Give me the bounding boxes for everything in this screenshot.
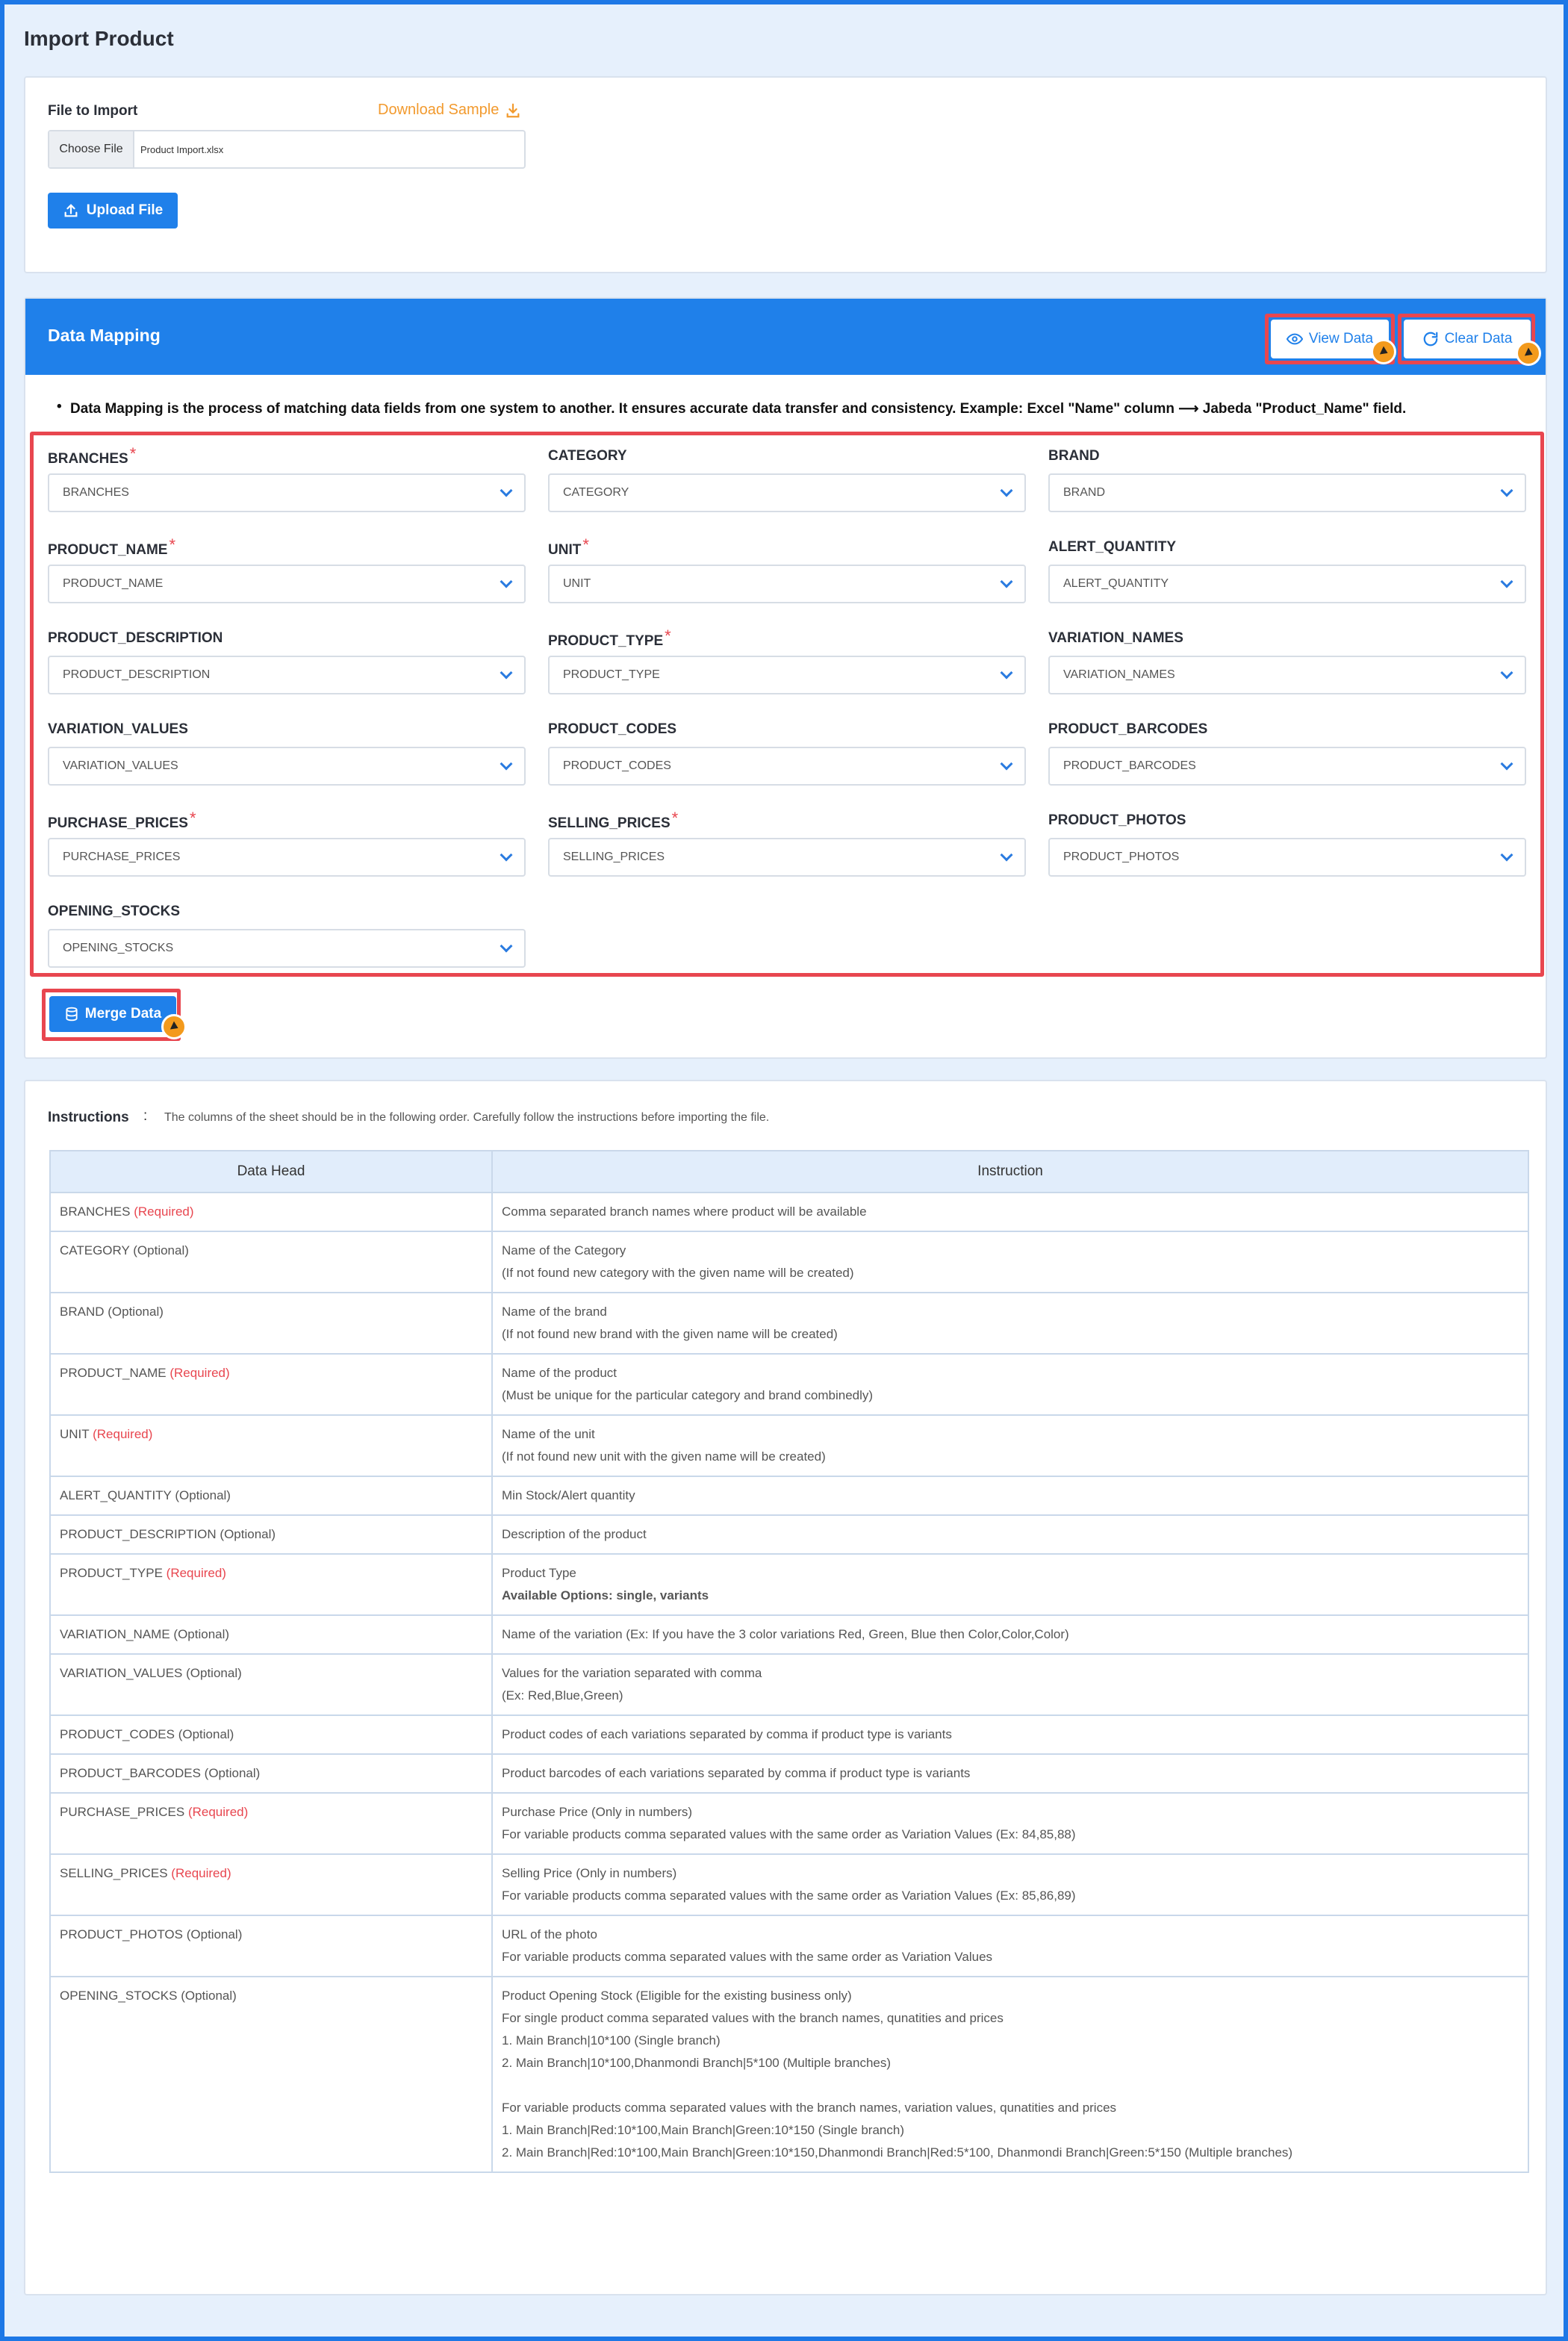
chevron-down-icon	[1001, 667, 1013, 680]
select-selling-prices[interactable]	[548, 838, 1026, 877]
choose-file-button[interactable]: Choose File	[49, 131, 134, 167]
instruction-line: (If not found new category with the given name will be created)	[502, 1266, 854, 1280]
instruction-line: (If not found new brand with the given name will be created)	[502, 1327, 838, 1341]
chevron-down-icon	[1001, 849, 1013, 862]
select-brand[interactable]	[1048, 473, 1526, 512]
instruction-line: Name of the variation (Ex: If you have the 3 color variations Red, Green, Blue then Color,Color,Color)	[502, 1627, 1069, 1641]
required-asterisk: *	[582, 535, 589, 554]
data-head-cell	[50, 1793, 492, 1854]
clear-data-button[interactable]	[1404, 320, 1531, 358]
instruction-line: Selling Price (Only in numbers)	[502, 1866, 677, 1880]
instruction-line: For variable products comma separated values with the same order as Variation Values (Ex: 85,86,89)	[502, 1888, 1076, 1903]
instruction-line: 1. Main Branch|Red:10*100,Main Branch|Green:10*150 (Single branch)	[502, 2123, 904, 2137]
instruction-cell	[492, 1654, 1528, 1715]
data-head-name: PRODUCT_BARCODES	[60, 1766, 201, 1780]
field-label-brand	[1048, 448, 1100, 464]
data-head-name: PURCHASE_PRICES	[60, 1805, 185, 1819]
instruction-cell	[492, 1415, 1528, 1476]
select-value: PRODUCT_TYPE	[563, 668, 660, 681]
instruction-cell	[492, 1715, 1528, 1754]
chevron-down-icon	[1501, 485, 1513, 497]
instruction-line: Values for the variation separated with comma	[502, 1666, 762, 1680]
field-label-product-barcodes	[1048, 721, 1207, 738]
instruction-line: Name of the product	[502, 1366, 617, 1380]
table-row	[50, 1654, 1528, 1715]
select-product-barcodes[interactable]	[1048, 747, 1526, 786]
instruction-line: For variable products comma separated values with the same order as Variation Values (Ex: 84,85,88)	[502, 1827, 1076, 1841]
instructions-table-header	[50, 1151, 1528, 1193]
instruction-cell	[492, 1554, 1528, 1615]
data-head-cell	[50, 1293, 492, 1354]
table-row	[50, 1515, 1528, 1554]
instruction-line: Product codes of each variations separated by comma if product type is variants	[502, 1727, 952, 1741]
field-label-product-codes	[548, 721, 676, 738]
data-head-cell	[50, 1515, 492, 1554]
field-label-branches	[48, 444, 137, 467]
field-label-text: VARIATION_NAMES	[1048, 630, 1183, 646]
field-label-text: VARIATION_VALUES	[48, 721, 188, 737]
field-label-text: BRANCHES	[48, 451, 128, 467]
field-label-text: PRODUCT_PHOTOS	[1048, 812, 1186, 828]
table-row	[50, 1293, 1528, 1354]
field-label-opening-stocks	[48, 904, 180, 920]
data-head-cell	[50, 1615, 492, 1654]
required-tag: (Required)	[134, 1204, 194, 1219]
instruction-cell	[492, 1476, 1528, 1515]
optional-tag: (Optional)	[173, 1627, 230, 1641]
data-head-name: PRODUCT_NAME	[60, 1366, 167, 1380]
field-label-unit	[548, 535, 589, 559]
instruction-cell	[492, 1754, 1528, 1793]
instruction-cell	[492, 1615, 1528, 1654]
data-mapping-title: Data Mapping	[48, 326, 161, 345]
chevron-down-icon	[1001, 485, 1013, 497]
data-head-cell	[50, 1193, 492, 1231]
chevron-down-icon	[1501, 667, 1513, 680]
instructions-title: Instructions	[48, 1110, 129, 1125]
optional-tag: (Optional)	[204, 1766, 261, 1780]
required-asterisk: *	[671, 809, 679, 827]
select-value: VARIATION_VALUES	[63, 759, 178, 772]
field-label-text: ALERT_QUANTITY	[1048, 539, 1176, 555]
table-row	[50, 1977, 1528, 2172]
instruction-line: (Must be unique for the particular category and brand combinedly)	[502, 1388, 874, 1402]
select-unit[interactable]	[548, 565, 1026, 603]
instruction-line: Name of the unit	[502, 1427, 595, 1441]
table-row	[50, 1793, 1528, 1854]
table-row	[50, 1754, 1528, 1793]
table-row	[50, 1231, 1528, 1293]
select-category[interactable]	[548, 473, 1026, 512]
select-branches[interactable]	[48, 473, 526, 512]
column-header-instruction: Instruction	[492, 1151, 1528, 1193]
select-value: PRODUCT_BARCODES	[1063, 759, 1196, 772]
table-row	[50, 1854, 1528, 1915]
eye-icon	[1287, 331, 1303, 347]
data-head-cell	[50, 1754, 492, 1793]
select-alert-quantity[interactable]	[1048, 565, 1526, 603]
select-variation-names[interactable]	[1048, 656, 1526, 694]
instruction-cell	[492, 1977, 1528, 2172]
chevron-down-icon	[500, 576, 513, 588]
field-label-text: OPENING_STOCKS	[48, 904, 181, 919]
required-asterisk: *	[189, 809, 196, 827]
data-head-cell	[50, 1915, 492, 1977]
data-head-cell	[50, 1231, 492, 1293]
select-value: OPENING_STOCKS	[63, 942, 174, 954]
field-label-product-description	[48, 630, 223, 647]
view-data-label: View Data	[1308, 331, 1374, 346]
data-head-cell	[50, 1354, 492, 1415]
required-asterisk: *	[665, 627, 671, 645]
required-asterisk: *	[169, 535, 176, 554]
table-row	[50, 1554, 1528, 1615]
instruction-line: 2. Main Branch|10*100,Dhanmondi Branch|5*100 (Multiple branches)	[502, 2056, 892, 2070]
required-tag: (Required)	[93, 1427, 153, 1441]
table-row	[50, 1193, 1528, 1231]
instruction-line: Comma separated branch names where product will be available	[502, 1204, 867, 1219]
select-value: UNIT	[563, 577, 591, 590]
data-head-name: PRODUCT_TYPE	[60, 1566, 163, 1580]
instruction-line: Product barcodes of each variations separated by comma if product type is variants	[502, 1766, 971, 1780]
field-label-category	[548, 448, 627, 464]
instructions-card	[24, 1080, 1547, 2295]
instruction-line	[502, 2074, 1519, 2097]
select-variation-values[interactable]	[48, 747, 526, 786]
download-icon	[505, 102, 521, 119]
instruction-cell	[492, 1231, 1528, 1293]
data-head-cell	[50, 1654, 492, 1715]
chevron-down-icon	[1001, 758, 1013, 771]
field-label-selling-prices	[548, 809, 679, 832]
select-value: PRODUCT_NAME	[63, 577, 164, 590]
instructions-subtitle: The columns of the sheet should be in the following order. Carefully follow the instructions before importing the file.	[164, 1111, 770, 1124]
select-value: PURCHASE_PRICES	[63, 851, 181, 863]
instruction-line: Name of the brand	[502, 1305, 607, 1319]
table-row	[50, 1715, 1528, 1754]
cursor-marker-merge	[161, 1014, 187, 1039]
chevron-down-icon	[500, 667, 513, 680]
field-label-text: CATEGORY	[548, 448, 627, 464]
data-head-name: PRODUCT_DESCRIPTION	[60, 1527, 217, 1541]
field-label-variation-values	[48, 721, 188, 738]
instruction-cell	[492, 1515, 1528, 1554]
data-head-name: BRAND	[60, 1305, 105, 1319]
field-label-product-type	[548, 627, 671, 650]
select-purchase-prices[interactable]	[48, 838, 526, 877]
data-head-name: OPENING_STOCKS	[60, 1989, 178, 2003]
optional-tag: (Optional)	[181, 1989, 237, 2003]
upload-card	[24, 76, 1547, 273]
select-value: PRODUCT_DESCRIPTION	[63, 668, 211, 681]
data-head-cell	[50, 1415, 492, 1476]
download-sample-link[interactable]	[378, 102, 521, 119]
select-value: BRANCHES	[63, 486, 129, 499]
instruction-line: Description of the product	[502, 1527, 647, 1541]
data-head-cell	[50, 1977, 492, 2172]
field-label-text: PURCHASE_PRICES	[48, 815, 188, 831]
clear-data-label: Clear Data	[1444, 331, 1513, 346]
table-row	[50, 1476, 1528, 1515]
file-to-import-label: File to Import	[48, 103, 138, 119]
page-title: Import Product	[24, 27, 174, 50]
select-product-description[interactable]	[48, 656, 526, 694]
select-value: SELLING_PRICES	[563, 851, 665, 863]
field-label-text: BRAND	[1048, 448, 1100, 464]
instruction-line: Product Type	[502, 1566, 576, 1580]
chevron-down-icon	[500, 940, 513, 953]
field-label-product-name	[48, 535, 176, 559]
selected-file-name: Product Import.xlsx	[140, 143, 224, 155]
column-header-data-head: Data Head	[50, 1151, 492, 1193]
optional-tag: (Optional)	[220, 1527, 276, 1541]
select-value: BRAND	[1063, 486, 1106, 499]
chevron-down-icon	[1501, 576, 1513, 588]
field-label-text: PRODUCT_DESCRIPTION	[48, 630, 223, 646]
select-product-name[interactable]	[48, 565, 526, 603]
required-tag: (Required)	[169, 1366, 230, 1380]
chevron-down-icon	[1501, 849, 1513, 862]
optional-tag: (Optional)	[133, 1243, 189, 1257]
instructions-table	[49, 1150, 1529, 2173]
data-head-cell	[50, 1476, 492, 1515]
field-label-purchase-prices	[48, 809, 196, 832]
field-label-text: PRODUCT_NAME	[48, 542, 168, 558]
optional-tag: (Optional)	[175, 1488, 231, 1502]
required-tag: (Required)	[171, 1866, 231, 1880]
field-label-text: UNIT	[548, 542, 582, 558]
field-label-variation-names	[1048, 630, 1183, 647]
chevron-down-icon	[1501, 758, 1513, 771]
field-label-text: PRODUCT_TYPE	[548, 633, 664, 649]
instruction-cell	[492, 1193, 1528, 1231]
instruction-line: For single product comma separated values with the branch names, qunatities and prices	[502, 2011, 1004, 2025]
select-value: ALERT_QUANTITY	[1063, 577, 1169, 590]
data-head-cell	[50, 1554, 492, 1615]
instruction-line: Purchase Price (Only in numbers)	[502, 1805, 693, 1819]
upload-file-label: Upload File	[86, 202, 164, 218]
instructions-colon: :	[143, 1108, 148, 1124]
data-head-name: CATEGORY	[60, 1243, 130, 1257]
field-label-text: PRODUCT_BARCODES	[1048, 721, 1208, 737]
data-mapping-card	[24, 297, 1547, 1059]
instruction-line: (Ex: Red,Blue,Green)	[502, 1688, 623, 1703]
optional-tag: (Optional)	[186, 1666, 242, 1680]
file-input[interactable]	[48, 130, 526, 169]
data-head-name: VARIATION_NAME	[60, 1627, 170, 1641]
select-value: PRODUCT_PHOTOS	[1063, 851, 1180, 863]
chevron-down-icon	[500, 849, 513, 862]
instruction-line: Name of the Category	[502, 1243, 626, 1257]
instruction-line: 2. Main Branch|Red:10*100,Main Branch|Green:10*150,Dhanmondi Branch|Red:5*100, Dhanmondi Branch|Green:5*150 (Multiple branches)	[502, 2145, 1293, 2160]
optional-tag: (Optional)	[186, 1927, 243, 1941]
select-opening-stocks[interactable]	[48, 929, 526, 968]
data-head-name: SELLING_PRICES	[60, 1866, 168, 1880]
select-product-codes[interactable]	[548, 747, 1026, 786]
table-row	[50, 1615, 1528, 1654]
data-head-name: UNIT	[60, 1427, 90, 1441]
data-head-name: VARIATION_VALUES	[60, 1666, 183, 1680]
table-row	[50, 1415, 1528, 1476]
data-head-name: PRODUCT_PHOTOS	[60, 1927, 183, 1941]
instruction-cell	[492, 1915, 1528, 1977]
instruction-line: 1. Main Branch|10*100 (Single branch)	[502, 2033, 721, 2048]
optional-tag: (Optional)	[178, 1727, 234, 1741]
table-row	[50, 1915, 1528, 1977]
instruction-line: Product Opening Stock (Eligible for the existing business only)	[502, 1989, 852, 2003]
data-head-name: ALERT_QUANTITY	[60, 1488, 172, 1502]
database-icon	[64, 1007, 79, 1022]
data-mapping-header	[25, 299, 1546, 375]
select-product-photos[interactable]	[1048, 838, 1526, 877]
instruction-line: (If not found new unit with the given name will be created)	[502, 1449, 826, 1464]
select-value: PRODUCT_CODES	[563, 759, 671, 772]
required-tag: (Required)	[166, 1566, 226, 1580]
data-head-name: BRANCHES	[60, 1204, 131, 1219]
select-value: VARIATION_NAMES	[1063, 668, 1175, 681]
instruction-cell	[492, 1793, 1528, 1854]
field-label-text: PRODUCT_CODES	[548, 721, 677, 737]
required-asterisk: *	[129, 444, 137, 463]
chevron-down-icon	[1001, 576, 1013, 588]
cursor-marker-clear	[1516, 341, 1541, 366]
data-head-name: PRODUCT_CODES	[60, 1727, 175, 1741]
field-label-alert-quantity	[1048, 539, 1176, 556]
download-sample-label: Download Sample	[378, 102, 500, 118]
upload-file-button[interactable]	[48, 193, 178, 228]
table-row	[50, 1354, 1528, 1415]
merge-data-button[interactable]	[49, 996, 176, 1032]
highlight-mapping-fields	[30, 432, 1544, 977]
instruction-line: Min Stock/Alert quantity	[502, 1488, 635, 1502]
refresh-icon	[1422, 331, 1439, 347]
optional-tag: (Optional)	[108, 1305, 164, 1319]
instruction-line: For variable products comma separated values with the same order as Variation Values	[502, 1950, 993, 1964]
instruction-cell	[492, 1354, 1528, 1415]
available-options: Available Options: single, variants	[502, 1588, 709, 1602]
instruction-line: For variable products comma separated values with the branch names, variation values, qunatities and prices	[502, 2101, 1117, 2115]
select-product-type[interactable]	[548, 656, 1026, 694]
field-label-text: SELLING_PRICES	[548, 815, 671, 831]
merge-data-label: Merge Data	[84, 1006, 162, 1022]
required-tag: (Required)	[187, 1805, 249, 1819]
upload-icon	[63, 202, 79, 219]
chevron-down-icon	[500, 758, 513, 771]
data-head-cell	[50, 1715, 492, 1754]
page-frame	[4, 4, 1564, 2337]
instruction-cell	[492, 1854, 1528, 1915]
field-label-product-photos	[1048, 812, 1186, 829]
data-head-cell	[50, 1854, 492, 1915]
data-mapping-note: • Data Mapping is the process of matching data fields from one system to another. It ensures accurate data transfer and consistency. Example: Excel "Name" column ⟶ Jabeda "Product_Name" field.	[70, 400, 1406, 417]
cursor-marker-view	[1371, 339, 1396, 364]
chevron-down-icon	[500, 485, 513, 497]
select-value: CATEGORY	[563, 486, 629, 499]
instruction-cell	[492, 1293, 1528, 1354]
instruction-line: URL of the photo	[502, 1927, 597, 1941]
